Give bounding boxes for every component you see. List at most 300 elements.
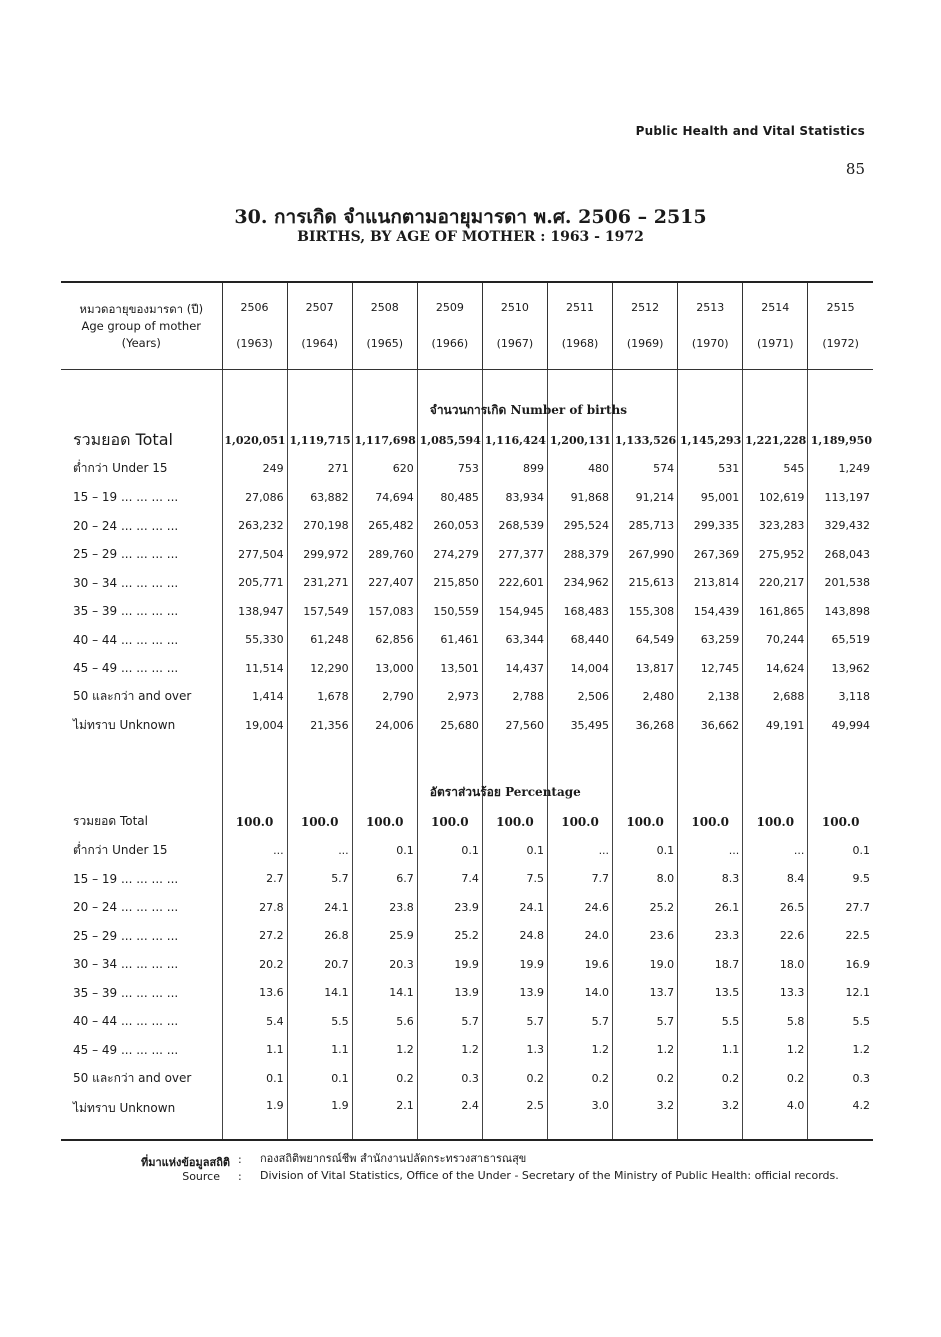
table-row bbox=[61, 569, 873, 598]
data-cell: 65,519 bbox=[808, 626, 873, 655]
data-cell: 1.9 bbox=[287, 1093, 352, 1140]
year-ce: (1969) bbox=[626, 337, 664, 350]
table-row bbox=[61, 654, 873, 683]
data-cell: 0.3 bbox=[808, 1064, 873, 1093]
data-cell: 100.0 bbox=[417, 808, 482, 837]
row-label: ต่ำกว่า Under 15 bbox=[73, 461, 168, 476]
data-cell: 24,006 bbox=[352, 711, 417, 740]
data-cell: 11,514 bbox=[222, 654, 287, 683]
data-cell: ... bbox=[743, 836, 808, 865]
data-cell: ... bbox=[678, 836, 743, 865]
data-cell: 1,133,526 bbox=[613, 426, 678, 455]
data-cell: 24.1 bbox=[287, 893, 352, 922]
data-cell: 70,244 bbox=[743, 626, 808, 655]
table-row bbox=[61, 711, 873, 740]
data-cell: 5.7 bbox=[482, 1007, 547, 1036]
data-cell: 155,308 bbox=[613, 597, 678, 626]
data-cell: 64,549 bbox=[613, 626, 678, 655]
data-cell: 3.2 bbox=[613, 1093, 678, 1140]
data-cell: 5.7 bbox=[287, 865, 352, 894]
data-cell: 23.8 bbox=[352, 893, 417, 922]
data-cell: 0.2 bbox=[613, 1064, 678, 1093]
data-cell: 480 bbox=[547, 455, 612, 484]
data-cell: 268,043 bbox=[808, 540, 873, 569]
data-cell: 20.2 bbox=[222, 950, 287, 979]
data-cell: 8.0 bbox=[613, 865, 678, 894]
data-cell: 222,601 bbox=[482, 569, 547, 598]
data-cell: 220,217 bbox=[743, 569, 808, 598]
births-section-row bbox=[61, 370, 873, 427]
data-cell: ... bbox=[547, 836, 612, 865]
table-row bbox=[61, 483, 873, 512]
data-cell: 2,480 bbox=[613, 683, 678, 712]
data-cell: 13,501 bbox=[417, 654, 482, 683]
data-cell: 275,952 bbox=[743, 540, 808, 569]
table-row bbox=[61, 1036, 873, 1065]
data-cell: 329,432 bbox=[808, 512, 873, 541]
data-cell: 268,539 bbox=[482, 512, 547, 541]
data-cell: 25.2 bbox=[613, 893, 678, 922]
data-cell: 154,439 bbox=[678, 597, 743, 626]
data-cell: 27.7 bbox=[808, 893, 873, 922]
table-row bbox=[61, 979, 873, 1008]
data-cell: 0.3 bbox=[417, 1064, 482, 1093]
data-cell: 23.6 bbox=[613, 922, 678, 951]
data-cell: 13.9 bbox=[417, 979, 482, 1008]
data-cell: 574 bbox=[613, 455, 678, 484]
data-cell: 545 bbox=[743, 455, 808, 484]
data-cell: 0.1 bbox=[613, 836, 678, 865]
data-cell: 289,760 bbox=[352, 540, 417, 569]
row-label: 50 และกว่า and over bbox=[73, 1070, 192, 1085]
data-cell: 1.2 bbox=[808, 1036, 873, 1065]
table-row bbox=[61, 455, 873, 484]
data-cell: 21,356 bbox=[287, 711, 352, 740]
year-ce: (1971) bbox=[757, 337, 794, 350]
stub-header-english: Age group of mother bbox=[81, 318, 202, 333]
data-cell: 0.1 bbox=[417, 836, 482, 865]
year-header bbox=[678, 282, 743, 370]
table-row bbox=[61, 808, 873, 837]
data-cell: 157,083 bbox=[352, 597, 417, 626]
data-cell: 143,898 bbox=[808, 597, 873, 626]
data-cell: 100.0 bbox=[678, 808, 743, 837]
data-cell: 5.8 bbox=[743, 1007, 808, 1036]
year-header bbox=[808, 282, 873, 370]
year-be: 2507 bbox=[305, 301, 334, 314]
data-cell: 19.9 bbox=[417, 950, 482, 979]
data-cell: 19,004 bbox=[222, 711, 287, 740]
data-cell: 25.2 bbox=[417, 922, 482, 951]
data-cell: 16.9 bbox=[808, 950, 873, 979]
data-cell: 91,214 bbox=[613, 483, 678, 512]
data-cell: 100.0 bbox=[613, 808, 678, 837]
data-cell: 899 bbox=[482, 455, 547, 484]
row-label: 45 – 49 ... ... ... ... bbox=[73, 661, 179, 676]
data-cell: 271 bbox=[287, 455, 352, 484]
data-cell: 5.6 bbox=[352, 1007, 417, 1036]
data-cell: 100.0 bbox=[547, 808, 612, 837]
data-cell: 0.2 bbox=[547, 1064, 612, 1093]
data-cell: 74,694 bbox=[352, 483, 417, 512]
births-section-title: จำนวนการเกิด Number of births bbox=[429, 403, 628, 417]
data-cell: 9.5 bbox=[808, 865, 873, 894]
data-cell: 102,619 bbox=[743, 483, 808, 512]
data-cell: 4.2 bbox=[808, 1093, 873, 1140]
data-cell: 2,138 bbox=[678, 683, 743, 712]
data-cell: 100.0 bbox=[808, 808, 873, 837]
table-row bbox=[61, 626, 873, 655]
data-cell: 1,249 bbox=[808, 455, 873, 484]
data-cell: 14,004 bbox=[547, 654, 612, 683]
year-ce: (1972) bbox=[822, 337, 859, 350]
data-cell: 1.3 bbox=[482, 1036, 547, 1065]
data-cell: 13.3 bbox=[743, 979, 808, 1008]
data-cell: 113,197 bbox=[808, 483, 873, 512]
data-cell: 215,613 bbox=[613, 569, 678, 598]
data-cell: 0.1 bbox=[222, 1064, 287, 1093]
table-row bbox=[61, 426, 873, 455]
data-cell: 8.3 bbox=[678, 865, 743, 894]
row-label: 35 – 39 ... ... ... ... bbox=[73, 604, 179, 619]
data-cell: 201,538 bbox=[808, 569, 873, 598]
data-cell: 62,856 bbox=[352, 626, 417, 655]
data-cell: 267,990 bbox=[613, 540, 678, 569]
data-cell: 27,560 bbox=[482, 711, 547, 740]
row-label: 15 – 19 ... ... ... ... bbox=[73, 490, 179, 505]
stub-header-thai: หมวดอายุของมารดา (ปี) bbox=[79, 301, 204, 316]
data-cell: 1.2 bbox=[547, 1036, 612, 1065]
year-header bbox=[352, 282, 417, 370]
data-cell: 95,001 bbox=[678, 483, 743, 512]
data-cell: 3,118 bbox=[808, 683, 873, 712]
data-cell: 215,850 bbox=[417, 569, 482, 598]
data-cell: 753 bbox=[417, 455, 482, 484]
data-cell: 0.1 bbox=[482, 836, 547, 865]
year-be: 2508 bbox=[370, 301, 399, 314]
data-cell: 18.0 bbox=[743, 950, 808, 979]
data-cell: 205,771 bbox=[222, 569, 287, 598]
data-cell: 36,662 bbox=[678, 711, 743, 740]
data-cell: 55,330 bbox=[222, 626, 287, 655]
data-cell: 1,119,715 bbox=[287, 426, 352, 455]
row-label: 40 – 44 ... ... ... ... bbox=[73, 632, 179, 647]
table-row bbox=[61, 950, 873, 979]
data-cell: 2.5 bbox=[482, 1093, 547, 1140]
data-cell: 0.1 bbox=[352, 836, 417, 865]
row-label: 40 – 44 ... ... ... ... bbox=[73, 1014, 179, 1029]
source-colon: : bbox=[238, 1170, 242, 1183]
data-cell: 5.7 bbox=[417, 1007, 482, 1036]
data-cell: 1,085,594 bbox=[417, 426, 482, 455]
data-cell: 323,283 bbox=[743, 512, 808, 541]
data-cell: 24.1 bbox=[482, 893, 547, 922]
year-header bbox=[547, 282, 612, 370]
data-cell: 2,788 bbox=[482, 683, 547, 712]
data-cell: 1.9 bbox=[222, 1093, 287, 1140]
data-cell: 24.0 bbox=[547, 922, 612, 951]
data-cell: 1.1 bbox=[222, 1036, 287, 1065]
source-english-row bbox=[70, 1170, 890, 1187]
data-cell: 12.1 bbox=[808, 979, 873, 1008]
data-cell: 0.2 bbox=[743, 1064, 808, 1093]
row-label: ไม่ทราบ Unknown bbox=[61, 1093, 222, 1140]
data-cell: 23.3 bbox=[678, 922, 743, 951]
data-cell: 0.1 bbox=[808, 836, 873, 865]
row-label: ต่ำกว่า Under 15 bbox=[73, 842, 168, 857]
table-title-english: BIRTHS, BY AGE OF MOTHER : 1963 - 1972 bbox=[297, 229, 644, 245]
data-cell: 100.0 bbox=[482, 808, 547, 837]
data-cell: 2,973 bbox=[417, 683, 482, 712]
data-cell: 299,335 bbox=[678, 512, 743, 541]
data-cell: 1,116,424 bbox=[482, 426, 547, 455]
data-cell: 1.1 bbox=[287, 1036, 352, 1065]
table-row bbox=[61, 922, 873, 951]
data-cell: 288,379 bbox=[547, 540, 612, 569]
data-cell: 63,259 bbox=[678, 626, 743, 655]
year-be: 2511 bbox=[566, 301, 595, 314]
year-ce: (1967) bbox=[496, 337, 534, 350]
data-cell: 267,369 bbox=[678, 540, 743, 569]
data-cell: 2,790 bbox=[352, 683, 417, 712]
data-cell: 6.7 bbox=[352, 865, 417, 894]
data-cell: 249 bbox=[222, 455, 287, 484]
row-label: 30 – 34 ... ... ... ... bbox=[73, 957, 179, 972]
data-cell: 1,020,051 bbox=[222, 426, 287, 455]
data-cell: 19.9 bbox=[482, 950, 547, 979]
data-cell: 231,271 bbox=[287, 569, 352, 598]
year-be: 2510 bbox=[500, 301, 529, 314]
data-cell: 49,994 bbox=[808, 711, 873, 740]
year-header bbox=[222, 282, 287, 370]
running-header: Public Health and Vital Statistics bbox=[635, 124, 865, 138]
year-ce: (1964) bbox=[301, 337, 338, 350]
data-cell: 2.1 bbox=[352, 1093, 417, 1140]
data-cell: 36,268 bbox=[613, 711, 678, 740]
data-cell: 23.9 bbox=[417, 893, 482, 922]
data-cell: 1.2 bbox=[417, 1036, 482, 1065]
data-cell: 2,506 bbox=[547, 683, 612, 712]
data-cell: 13.7 bbox=[613, 979, 678, 1008]
data-cell: 1,414 bbox=[222, 683, 287, 712]
year-header bbox=[287, 282, 352, 370]
data-cell: 20.3 bbox=[352, 950, 417, 979]
data-cell: 227,407 bbox=[352, 569, 417, 598]
year-be: 2512 bbox=[631, 301, 660, 314]
data-cell: 13.6 bbox=[222, 979, 287, 1008]
data-cell: 61,461 bbox=[417, 626, 482, 655]
data-cell: 3.2 bbox=[678, 1093, 743, 1140]
year-ce: (1966) bbox=[431, 337, 469, 350]
data-cell: 26.5 bbox=[743, 893, 808, 922]
data-cell: 157,549 bbox=[287, 597, 352, 626]
data-cell: 13,817 bbox=[613, 654, 678, 683]
data-cell: 14,437 bbox=[482, 654, 547, 683]
data-cell: 80,485 bbox=[417, 483, 482, 512]
table-header-row bbox=[61, 282, 873, 370]
data-cell: 100.0 bbox=[743, 808, 808, 837]
data-cell: 1.2 bbox=[352, 1036, 417, 1065]
data-cell: 14.1 bbox=[287, 979, 352, 1008]
percentage-section-row bbox=[61, 740, 873, 808]
data-cell: 5.4 bbox=[222, 1007, 287, 1036]
data-cell: 19.0 bbox=[613, 950, 678, 979]
data-cell: 5.5 bbox=[808, 1007, 873, 1036]
table-row bbox=[61, 512, 873, 541]
row-label: 50 และกว่า and over bbox=[73, 689, 192, 704]
year-be: 2514 bbox=[761, 301, 790, 314]
table-row bbox=[61, 893, 873, 922]
data-cell: 138,947 bbox=[222, 597, 287, 626]
data-cell: 1,189,950 bbox=[808, 426, 873, 455]
data-cell: 277,377 bbox=[482, 540, 547, 569]
data-cell: 25.9 bbox=[352, 922, 417, 951]
data-cell: 27,086 bbox=[222, 483, 287, 512]
table-title-thai: 30. การเกิด จำแนกตามอายุมารดา พ.ศ. 2506 – 2515 bbox=[234, 206, 707, 228]
source-text-english: Division of Vital Statistics, Office of the Under - Secretary of the Ministry of Public Health: official records. bbox=[260, 1169, 839, 1182]
data-cell: 22.6 bbox=[743, 922, 808, 951]
data-cell: 100.0 bbox=[222, 808, 287, 837]
data-cell: 154,945 bbox=[482, 597, 547, 626]
data-cell: 270,198 bbox=[287, 512, 352, 541]
data-cell: 14.1 bbox=[352, 979, 417, 1008]
data-cell: 14.0 bbox=[547, 979, 612, 1008]
data-cell: 7.5 bbox=[482, 865, 547, 894]
year-header bbox=[482, 282, 547, 370]
year-header bbox=[613, 282, 678, 370]
source-label-thai: ที่มาแห่งข้อมูลสถิติ bbox=[140, 1156, 230, 1169]
data-cell: ... bbox=[287, 836, 352, 865]
data-cell: 0.2 bbox=[482, 1064, 547, 1093]
data-cell: 5.7 bbox=[547, 1007, 612, 1036]
data-cell: 2,688 bbox=[743, 683, 808, 712]
data-cell: 5.7 bbox=[613, 1007, 678, 1036]
data-cell: ... bbox=[222, 836, 287, 865]
data-cell: 161,865 bbox=[743, 597, 808, 626]
data-cell: 295,524 bbox=[547, 512, 612, 541]
year-header bbox=[743, 282, 808, 370]
data-cell: 35,495 bbox=[547, 711, 612, 740]
data-cell: 213,814 bbox=[678, 569, 743, 598]
table-row bbox=[61, 865, 873, 894]
data-cell: 531 bbox=[678, 455, 743, 484]
data-cell: 20.7 bbox=[287, 950, 352, 979]
data-cell: 7.7 bbox=[547, 865, 612, 894]
row-label: 25 – 29 ... ... ... ... bbox=[73, 547, 179, 562]
data-cell: 1,117,698 bbox=[352, 426, 417, 455]
data-cell: 299,972 bbox=[287, 540, 352, 569]
data-cell: 3.0 bbox=[547, 1093, 612, 1140]
data-cell: 68,440 bbox=[547, 626, 612, 655]
table-row bbox=[61, 540, 873, 569]
data-cell: 150,559 bbox=[417, 597, 482, 626]
data-cell: 49,191 bbox=[743, 711, 808, 740]
page-number: 85 bbox=[845, 160, 865, 178]
data-cell: 27.8 bbox=[222, 893, 287, 922]
data-cell: 2.4 bbox=[417, 1093, 482, 1140]
row-label: 45 – 49 ... ... ... ... bbox=[73, 1042, 179, 1057]
data-cell: 1,145,293 bbox=[678, 426, 743, 455]
data-cell: 168,483 bbox=[547, 597, 612, 626]
row-label: 20 – 24 ... ... ... ... bbox=[73, 518, 179, 533]
data-cell: 100.0 bbox=[287, 808, 352, 837]
data-cell: 19.6 bbox=[547, 950, 612, 979]
data-cell: 24.6 bbox=[547, 893, 612, 922]
data-cell: 26.8 bbox=[287, 922, 352, 951]
source-note bbox=[70, 1153, 890, 1187]
data-cell: 12,290 bbox=[287, 654, 352, 683]
data-cell: 1,678 bbox=[287, 683, 352, 712]
data-cell: 26.1 bbox=[678, 893, 743, 922]
data-cell: 0.2 bbox=[678, 1064, 743, 1093]
data-cell: 8.4 bbox=[743, 865, 808, 894]
data-cell: 27.2 bbox=[222, 922, 287, 951]
data-cell: 63,344 bbox=[482, 626, 547, 655]
data-cell: 25,680 bbox=[417, 711, 482, 740]
row-label: ไม่ทราบ Unknown bbox=[73, 717, 176, 732]
year-header bbox=[417, 282, 482, 370]
year-ce: (1965) bbox=[366, 337, 404, 350]
stub-header-unit: (Years) bbox=[121, 335, 161, 350]
source-thai-row bbox=[70, 1153, 890, 1170]
data-cell: 263,232 bbox=[222, 512, 287, 541]
data-cell: 13,000 bbox=[352, 654, 417, 683]
data-cell: 14,624 bbox=[743, 654, 808, 683]
data-cell: 274,279 bbox=[417, 540, 482, 569]
year-be: 2509 bbox=[435, 301, 464, 314]
data-cell: 91,868 bbox=[547, 483, 612, 512]
data-cell: 18.7 bbox=[678, 950, 743, 979]
row-label: 15 – 19 ... ... ... ... bbox=[73, 871, 179, 886]
data-cell: 265,482 bbox=[352, 512, 417, 541]
data-cell: 234,962 bbox=[547, 569, 612, 598]
data-cell: 13.9 bbox=[482, 979, 547, 1008]
row-label: 25 – 29 ... ... ... ... bbox=[73, 928, 179, 943]
data-cell: 13,962 bbox=[808, 654, 873, 683]
data-cell: 83,934 bbox=[482, 483, 547, 512]
data-cell: 12,745 bbox=[678, 654, 743, 683]
data-cell: 5.5 bbox=[678, 1007, 743, 1036]
percentage-section-title: อัตราส่วนร้อย Percentage bbox=[429, 784, 581, 799]
data-cell: 61,248 bbox=[287, 626, 352, 655]
data-cell: 277,504 bbox=[222, 540, 287, 569]
table-row bbox=[61, 683, 873, 712]
table-row bbox=[61, 597, 873, 626]
row-label: รวมยอด Total bbox=[73, 429, 173, 449]
data-cell: 620 bbox=[352, 455, 417, 484]
data-cell: 63,882 bbox=[287, 483, 352, 512]
table-row bbox=[61, 1093, 873, 1140]
data-cell: 1,200,131 bbox=[547, 426, 612, 455]
data-cell: 2.7 bbox=[222, 865, 287, 894]
data-cell: 0.1 bbox=[287, 1064, 352, 1093]
row-label: 30 – 34 ... ... ... ... bbox=[73, 575, 179, 590]
year-be: 2515 bbox=[826, 301, 855, 314]
year-be: 2506 bbox=[240, 301, 269, 314]
row-label: 35 – 39 ... ... ... ... bbox=[73, 985, 179, 1000]
year-ce: (1968) bbox=[561, 337, 599, 350]
births-by-age-table bbox=[61, 281, 873, 1141]
source-colon: : bbox=[238, 1153, 242, 1166]
data-cell: 1,221,228 bbox=[743, 426, 808, 455]
data-cell: 285,713 bbox=[613, 512, 678, 541]
data-cell: 100.0 bbox=[352, 808, 417, 837]
table-row bbox=[61, 1064, 873, 1093]
data-cell: 13.5 bbox=[678, 979, 743, 1008]
stub-header bbox=[61, 282, 222, 370]
row-label: รวมยอด Total bbox=[73, 814, 148, 829]
table-row bbox=[61, 1007, 873, 1036]
